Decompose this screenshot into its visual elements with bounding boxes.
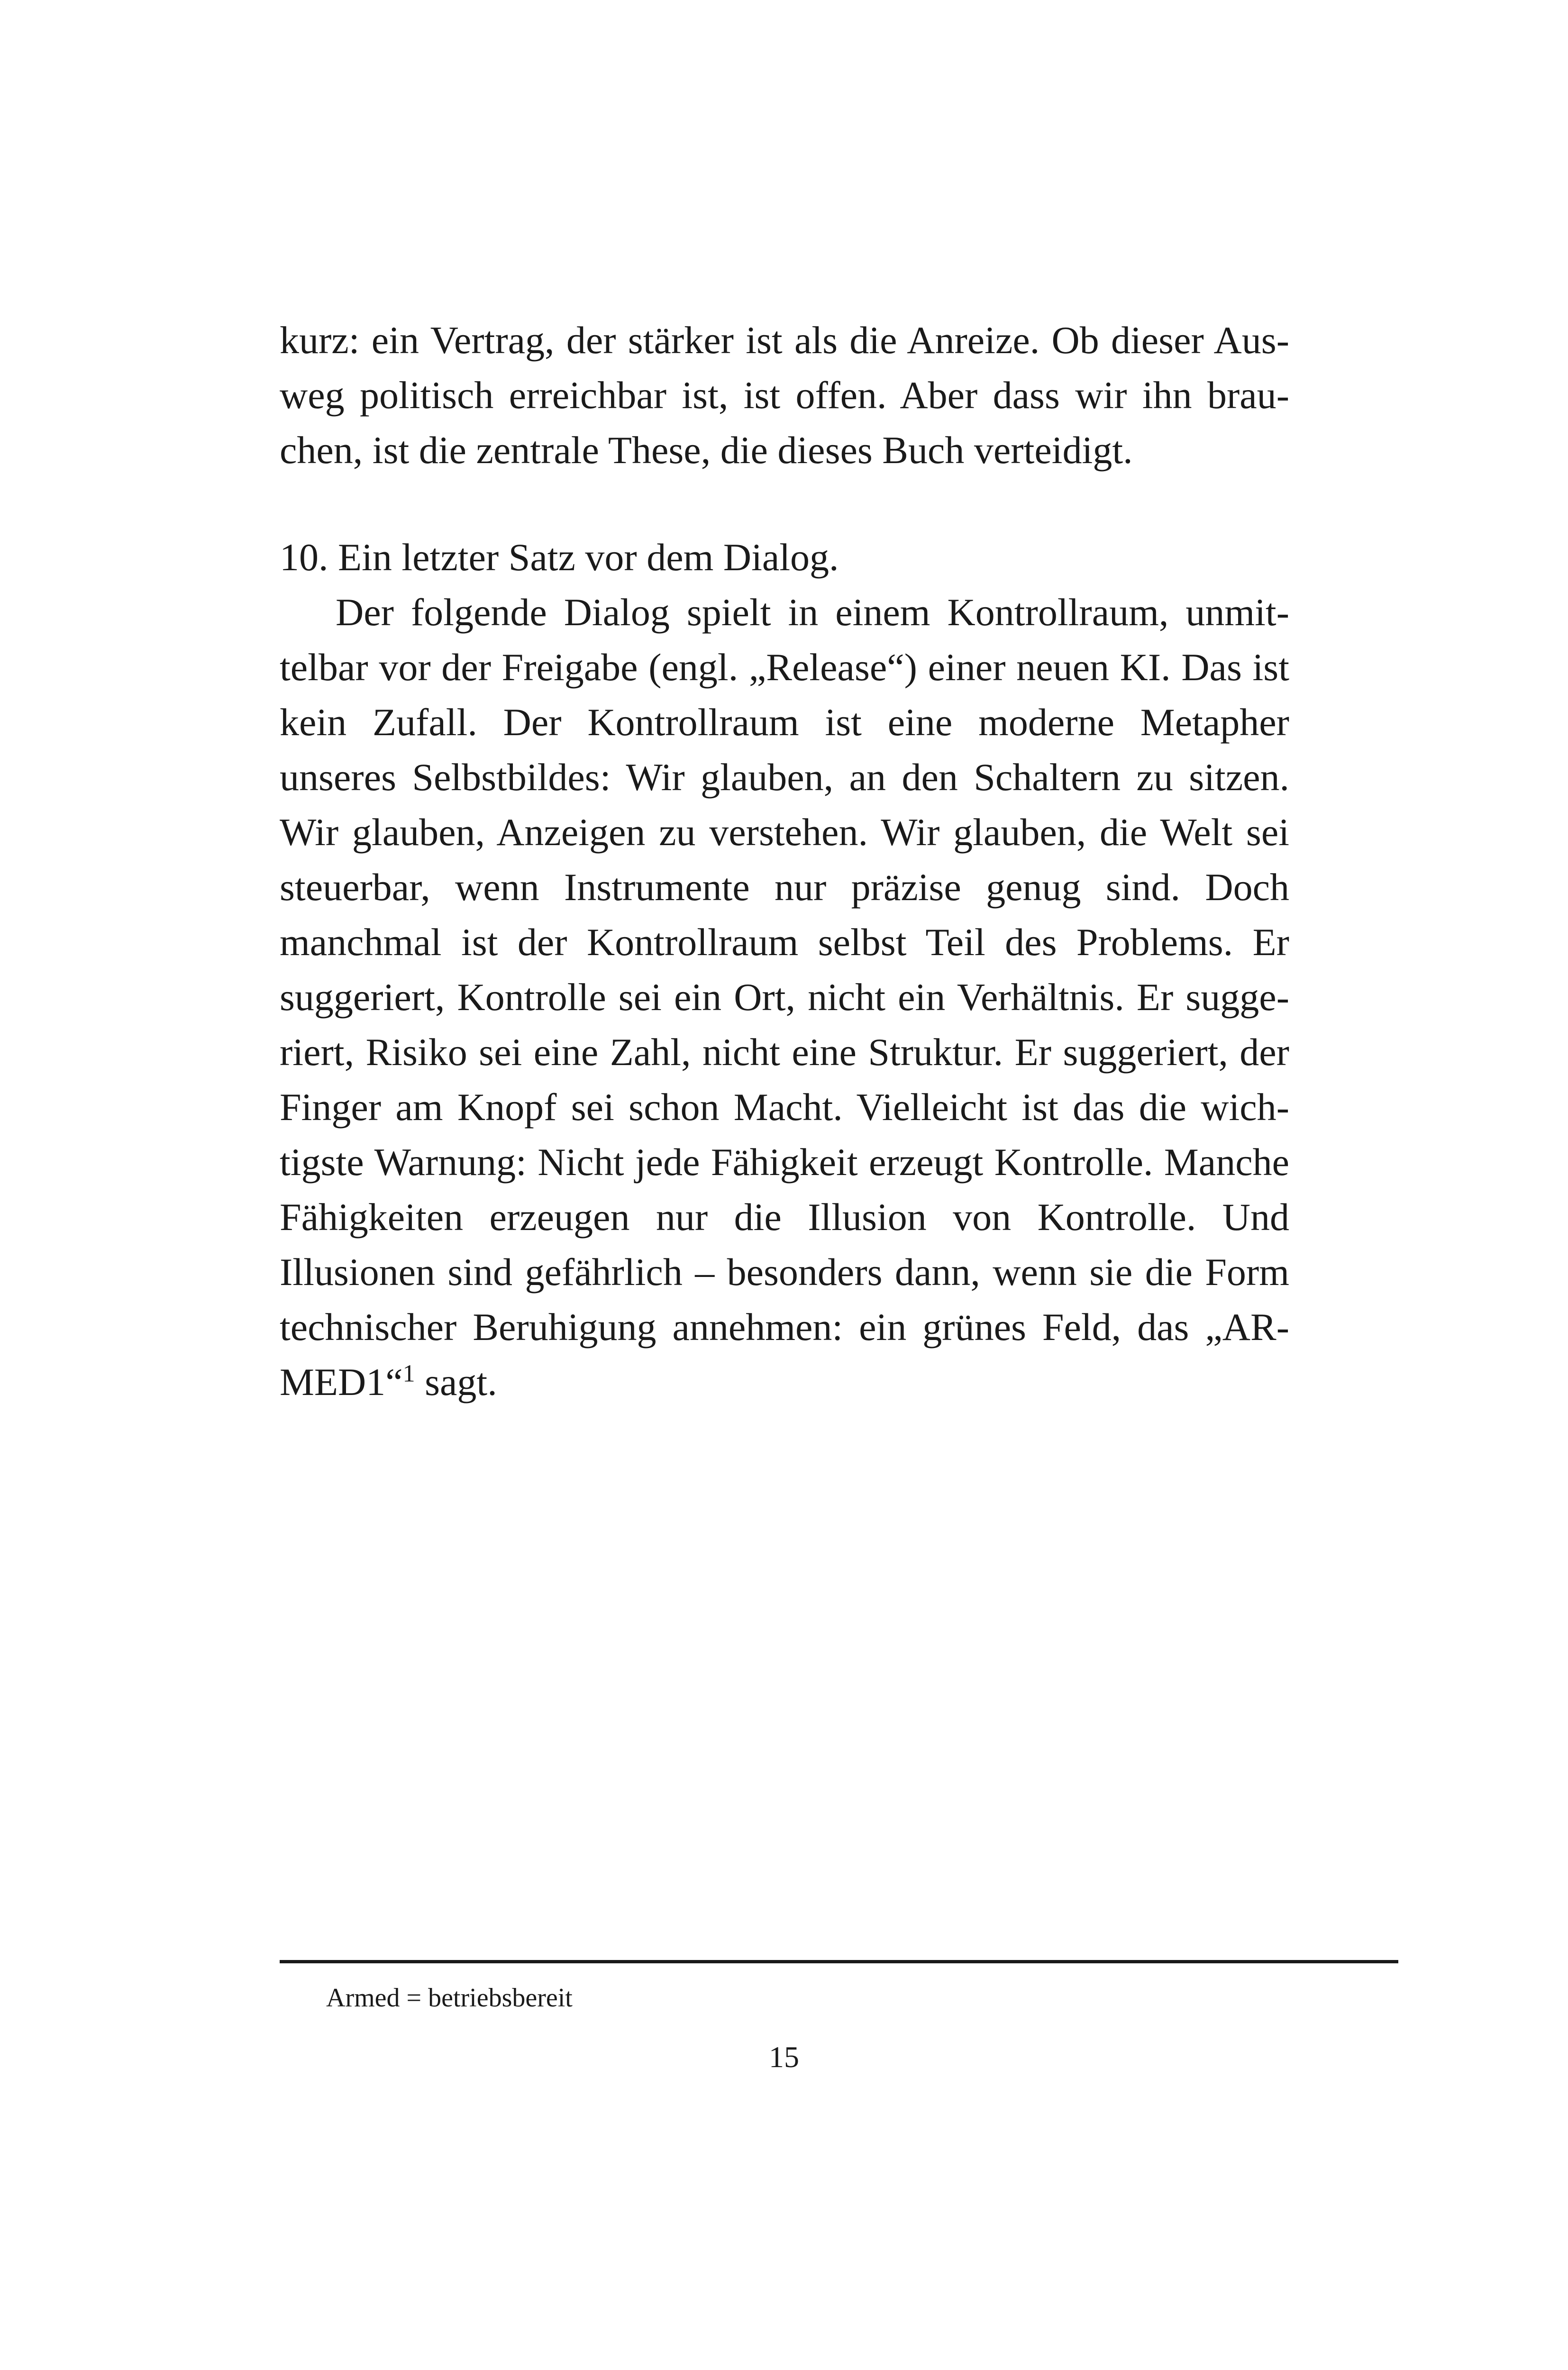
section-heading: 10. Ein letzter Satz vor dem Dialog. <box>280 536 839 579</box>
footnote-divider <box>280 1960 1398 1963</box>
footnote-marker: 1 <box>402 1360 415 1387</box>
page-number: 15 <box>769 2040 799 2074</box>
section-spacer <box>280 478 1289 530</box>
paragraph-dialog-intro <box>280 585 1289 1410</box>
paragraph-continuation: kurz: ein Vertrag, der stärker ist als die Anreize. Ob dieser Ausweg politisch erreichbar ist, ist offen. Aber dass wir ihn brauchen, ist die zentrale These, die dieses Buch verteidigt. <box>280 319 1289 472</box>
body-text <box>280 313 1289 1410</box>
footnote-text: Armed = betriebsbereit <box>326 1983 573 2013</box>
paragraph-dialog-intro-text: Der folgende Dialog spielt in einem Kontrollraum, unmittelbar vor der Freigabe (engl. „Release“) einer neuen KI. Das ist kein Zufall. Der Kontrollraum ist eine moderne Metapher unseres Selbstbildes: Wir glauben, an den Schaltern zu sitzen. Wir glauben, Anzeigen zu verstehen. Wir glauben, die Welt sei steuerbar, wenn Instrumente nur präzise genug sind. Doch manchmal ist der Kontrollraum selbst Teil des Problems. Er suggeriert, Kontrolle sei ein Ort, nicht ein Verhältnis. Er suggeriert, Risiko sei eine Zahl, nicht eine Struktur. Er suggeriert, der Finger am Knopf sei schon Macht. Vielleicht ist das die wichtigste Warnung: Nicht jede Fähigkeit erzeugt Kontrolle. Manche Fähigkeiten erzeugen nur die Illusion von Kontrolle. Und Illusionen sind gefährlich – besonders dann, wenn sie die Form technischer Beruhigung annehmen: ein grünes Feld, das „ARMED1“ <box>280 591 1289 1404</box>
paragraph-dialog-intro-end: sagt. <box>415 1360 497 1404</box>
